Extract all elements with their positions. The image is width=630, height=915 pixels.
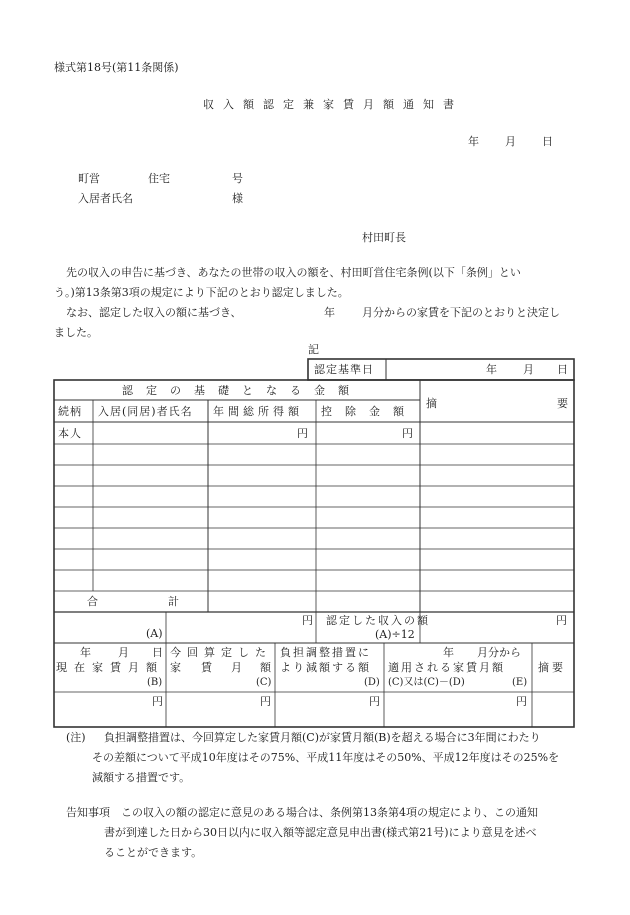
housing-label: 住宅	[148, 172, 170, 185]
body-para2-line2: ました。	[54, 326, 98, 339]
note-label: (注)	[66, 731, 86, 744]
row-deduction-yen: 円	[402, 427, 413, 440]
row-relation-self: 本人	[58, 427, 82, 440]
d-label-line2: より減額する額	[280, 661, 371, 674]
b-current-rent-label: 現在家賃月額	[56, 661, 164, 674]
b-month: 月	[118, 646, 129, 659]
notice-label: 告知事項	[66, 806, 110, 819]
e-formula: (C)又は(C)－(D)	[388, 677, 465, 688]
c-label-char3: 月	[231, 661, 242, 674]
base-date-year: 年	[486, 363, 497, 376]
number-label: 号	[232, 172, 243, 185]
e-month-from: 月分から	[477, 646, 521, 659]
row-income-yen: 円	[297, 427, 308, 440]
basis-header: 認定の基礎となる金額	[122, 384, 362, 397]
b-tag: (B)	[147, 677, 163, 688]
form-number: 様式第18号(第11条関係)	[54, 61, 179, 74]
remarks-header-a: 摘	[426, 397, 437, 410]
note-line3: 減額する措置です。	[92, 771, 191, 784]
total-label-a: 合	[87, 595, 98, 608]
e-yen: 円	[516, 695, 527, 708]
body-para2-line1-a: なお、認定した収入の額に基づき、	[66, 306, 242, 319]
note-line1: 負担調整措置は、今回算定した家賃月額(C)が家賃月額(B)を超える場合に3年間にわたり	[104, 731, 541, 744]
ki-label: 記	[308, 343, 319, 356]
recognized-income-formula: (A)÷12	[375, 628, 415, 641]
d-tag: (D)	[364, 677, 380, 688]
base-date-day: 日	[557, 363, 568, 376]
d-yen: 円	[369, 695, 380, 708]
col-annual-income: 年間総所得額	[213, 405, 303, 418]
c-label-char2: 賃	[201, 661, 212, 674]
col-resident-name: 入居(同居)者氏名	[98, 405, 193, 418]
honorific: 様	[232, 192, 243, 205]
document-title: 収入額認定兼家賃月額通知書	[203, 98, 463, 111]
notice-line2: 書が到達した日から30日以内に収入額等認定意見申出書(様式第21号)により意見を述べ	[104, 826, 537, 839]
recognized-income-label: 認定した収入の額	[326, 614, 430, 627]
a-yen: 円	[302, 614, 313, 627]
remarks2-label: 摘要	[538, 661, 566, 674]
body-para2-year: 年	[324, 306, 335, 319]
base-date-month: 月	[523, 363, 534, 376]
e-year: 年	[443, 646, 454, 659]
total-label-b: 計	[168, 595, 179, 608]
d-label-line1: 負担調整措置に	[280, 646, 371, 659]
body-para1-line2: う。)第13条第3項の規定により下記のとおり認定しました。	[54, 286, 349, 299]
a-label: (A)	[146, 627, 163, 640]
body-para1-line1: 先の収入の申告に基づき、あなたの世帯の収入の額を、村田町営住宅条例(以下「条例」とい	[66, 266, 521, 279]
issuer: 村田町長	[362, 231, 406, 244]
c-label-char1: 家	[170, 661, 181, 674]
date-year: 年	[468, 135, 479, 148]
col-deduction: 控除金額	[321, 405, 417, 418]
e-applied-rent-label: 適用される家賃月額	[388, 661, 505, 674]
base-date-label: 認定基準日	[314, 363, 374, 376]
c-yen: 円	[260, 695, 271, 708]
body-para2-line1-b: 月分からの家賃を下記のとおりと決定し	[362, 306, 560, 319]
recognized-yen: 円	[556, 614, 567, 627]
town-label: 町営	[78, 172, 100, 185]
notice-line3: ることができます。	[104, 846, 203, 859]
c-label-line1: 今回算定した	[170, 646, 272, 659]
e-tag: (E)	[512, 677, 528, 688]
notice-line1: この収入の額の認定に意見のある場合は、条例第13条第4項の規定により、この通知	[121, 806, 538, 819]
c-tag: (C)	[256, 677, 272, 688]
remarks-header-b: 要	[557, 397, 568, 410]
c-label-char4: 額	[260, 661, 271, 674]
b-day: 日	[152, 646, 163, 659]
b-year: 年	[80, 646, 91, 659]
date-month: 月	[505, 135, 516, 148]
date-day: 日	[542, 135, 553, 148]
col-relation: 続柄	[58, 405, 82, 418]
note-line2: その差額について平成10年度はその75%、平成11年度はその50%、平成12年度はその25%を	[92, 751, 560, 764]
b-yen: 円	[152, 695, 163, 708]
resident-name-label: 入居者氏名	[78, 192, 133, 205]
